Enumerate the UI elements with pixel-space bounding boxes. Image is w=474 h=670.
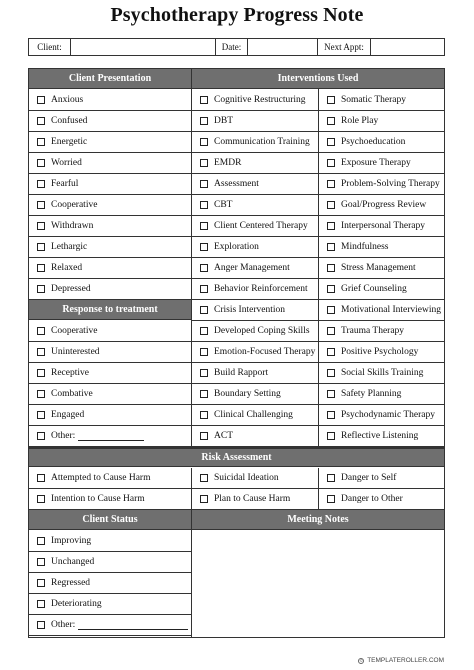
response-other-item — [29, 426, 191, 447]
checkbox[interactable] — [200, 201, 208, 209]
client-status-item — [29, 594, 191, 615]
checkbox-label: EMDR — [214, 158, 242, 168]
risk-item — [29, 489, 191, 510]
client-presentation-item — [29, 90, 191, 111]
checkbox[interactable] — [327, 201, 335, 209]
checkbox-label: Other: — [51, 431, 76, 441]
checkbox[interactable] — [200, 306, 208, 314]
footer-site: TEMPLATEROLLER.COM — [367, 657, 444, 664]
meeting-notes-header: Meeting Notes — [192, 510, 444, 530]
client-field[interactable] — [71, 39, 216, 55]
checkbox[interactable] — [327, 474, 335, 482]
client-presentation-item — [29, 174, 191, 195]
response-item — [29, 384, 191, 405]
checkbox[interactable] — [200, 327, 208, 335]
other-blank-line[interactable] — [78, 432, 144, 441]
intervention-item — [192, 90, 318, 111]
intervention-item — [192, 363, 318, 384]
checkbox-label: Goal/Progress Review — [341, 200, 427, 210]
intervention-item — [319, 321, 444, 342]
checkbox-label: Boundary Setting — [214, 389, 281, 399]
checkbox[interactable] — [200, 411, 208, 419]
checkbox[interactable] — [327, 96, 335, 104]
checkbox[interactable] — [200, 96, 208, 104]
checkbox[interactable] — [200, 117, 208, 125]
checkbox[interactable] — [327, 495, 335, 503]
checkbox-label: Build Rapport — [214, 368, 269, 378]
checkbox-label: Role Play — [341, 116, 379, 126]
next-appt-label: Next Appt: — [318, 39, 371, 55]
client-presentation-item — [29, 195, 191, 216]
checkbox[interactable] — [200, 180, 208, 188]
intervention-item — [192, 405, 318, 426]
checkbox[interactable] — [200, 222, 208, 230]
checkbox[interactable] — [37, 432, 45, 440]
checkbox-label: Cooperative — [51, 326, 98, 336]
intervention-item — [192, 342, 318, 363]
intervention-item — [192, 132, 318, 153]
checkbox-label: ACT — [214, 431, 233, 441]
checkbox[interactable] — [327, 159, 335, 167]
checkbox-label: Withdrawn — [51, 221, 94, 231]
client-status-item — [29, 531, 191, 552]
checkbox[interactable] — [200, 474, 208, 482]
checkbox-label: Grief Counseling — [341, 284, 407, 294]
checkbox-label: Plan to Cause Harm — [214, 494, 291, 504]
checkbox-label: Mindfulness — [341, 242, 389, 252]
client-label: Client: — [29, 39, 71, 55]
checkbox-label: Client Centered Therapy — [214, 221, 308, 231]
client-status-other-item — [29, 615, 191, 636]
footer — [358, 657, 444, 664]
client-info-bar — [28, 38, 445, 56]
risk-item — [192, 489, 318, 510]
intervention-item — [319, 426, 444, 447]
response-item — [29, 342, 191, 363]
intervention-item — [319, 405, 444, 426]
checkbox-label: Cognitive Restructuring — [214, 95, 306, 105]
checkbox[interactable] — [37, 348, 45, 356]
checkbox[interactable] — [200, 138, 208, 146]
checkbox[interactable] — [37, 96, 45, 104]
checkbox-label: Energetic — [51, 137, 88, 147]
checkbox[interactable] — [37, 264, 45, 272]
intervention-item — [192, 216, 318, 237]
checkbox-label: Confused — [51, 116, 88, 126]
checkbox-label: Psychodynamic Therapy — [341, 410, 436, 420]
intervention-item — [319, 216, 444, 237]
checkbox[interactable] — [327, 432, 335, 440]
intervention-item — [192, 195, 318, 216]
client-presentation-item — [29, 132, 191, 153]
checkbox-label: Positive Psychology — [341, 347, 419, 357]
client-status-header: Client Status — [29, 510, 191, 530]
intervention-item — [319, 132, 444, 153]
checkbox-label: Motivational Interviewing — [341, 305, 441, 315]
intervention-item — [192, 426, 318, 447]
checkbox-label: Problem-Solving Therapy — [341, 179, 440, 189]
checkbox[interactable] — [200, 369, 208, 377]
checkbox[interactable] — [37, 138, 45, 146]
checkbox-label: Developed Coping Skills — [214, 326, 310, 336]
intervention-item — [192, 384, 318, 405]
checkbox-label: Intention to Cause Harm — [51, 494, 145, 504]
checkbox[interactable] — [200, 348, 208, 356]
other-blank-line[interactable] — [78, 621, 188, 630]
response-item — [29, 363, 191, 384]
checkbox[interactable] — [37, 201, 45, 209]
checkbox[interactable] — [37, 159, 45, 167]
checkbox[interactable] — [200, 159, 208, 167]
intervention-item — [192, 237, 318, 258]
intervention-item — [319, 279, 444, 300]
checkbox-label: Communication Training — [214, 137, 310, 147]
checkbox-label: Reflective Listening — [341, 431, 419, 441]
intervention-item — [319, 384, 444, 405]
checkbox-label: Suicidal Ideation — [214, 473, 279, 483]
checkbox[interactable] — [37, 579, 45, 587]
checkbox-label: DBT — [214, 116, 233, 126]
risk-item — [319, 489, 444, 510]
checkbox-label: Combative — [51, 389, 93, 399]
checkbox[interactable] — [37, 222, 45, 230]
checkbox-label: Anxious — [51, 95, 84, 105]
intervention-item — [319, 363, 444, 384]
checkbox[interactable] — [200, 432, 208, 440]
checkbox[interactable] — [37, 600, 45, 608]
intervention-item — [319, 90, 444, 111]
checkbox[interactable] — [37, 243, 45, 251]
response-item — [29, 321, 191, 342]
checkbox-label: Interpersonal Therapy — [341, 221, 425, 231]
checkbox-label: Stress Management — [341, 263, 416, 273]
checkbox-label: Trauma Therapy — [341, 326, 405, 336]
checkbox-label: Lethargic — [51, 242, 88, 252]
intervention-item — [192, 153, 318, 174]
checkbox-label: Assessment — [214, 179, 259, 189]
response-item — [29, 405, 191, 426]
client-presentation-item — [29, 216, 191, 237]
checkbox[interactable] — [327, 348, 335, 356]
checkbox-label: Engaged — [51, 410, 85, 420]
intervention-item — [192, 300, 318, 321]
checkbox[interactable] — [37, 327, 45, 335]
checkbox-label: Relaxed — [51, 263, 83, 273]
intervention-item — [319, 111, 444, 132]
meeting-notes-area[interactable] — [192, 531, 444, 637]
checkbox[interactable] — [37, 390, 45, 398]
checkbox[interactable] — [37, 369, 45, 377]
checkbox-label: Social Skills Training — [341, 368, 424, 378]
client-presentation-item — [29, 153, 191, 174]
checkbox[interactable] — [37, 621, 45, 629]
checkbox[interactable] — [327, 243, 335, 251]
checkbox-label: Worried — [51, 158, 82, 168]
checkbox[interactable] — [37, 117, 45, 125]
checkbox[interactable] — [37, 558, 45, 566]
checkbox[interactable] — [327, 390, 335, 398]
checkbox[interactable] — [200, 243, 208, 251]
checkbox-label: Regressed — [51, 578, 91, 588]
checkbox-label: Emotion-Focused Therapy — [214, 347, 316, 357]
copyright-icon: © — [359, 658, 363, 663]
checkbox-label: Depressed — [51, 284, 91, 294]
checkbox-label: Other: — [51, 620, 76, 630]
checkbox[interactable] — [327, 222, 335, 230]
intervention-item — [319, 195, 444, 216]
risk-item — [319, 468, 444, 489]
checkbox[interactable] — [37, 495, 45, 503]
checkbox-label: Unchanged — [51, 557, 95, 567]
intervention-item — [192, 279, 318, 300]
checkbox-label: Deteriorating — [51, 599, 102, 609]
checkbox[interactable] — [37, 285, 45, 293]
intervention-item — [319, 237, 444, 258]
checkbox[interactable] — [200, 264, 208, 272]
checkbox-label: Fearful — [51, 179, 79, 189]
checkbox-label: Anger Management — [214, 263, 290, 273]
response-header: Response to treatment — [29, 300, 191, 320]
risk-item — [192, 468, 318, 489]
checkbox-label: Cooperative — [51, 200, 98, 210]
client-presentation-item — [29, 258, 191, 279]
risk-item — [29, 468, 191, 489]
checkbox-label: Danger to Other — [341, 494, 403, 504]
client-status-item — [29, 552, 191, 573]
date-label: Date: — [216, 39, 248, 55]
checkbox[interactable] — [37, 537, 45, 545]
checkbox[interactable] — [327, 285, 335, 293]
checkbox-label: Improving — [51, 536, 92, 546]
intervention-item — [319, 174, 444, 195]
checkbox[interactable] — [327, 327, 335, 335]
intervention-item — [192, 258, 318, 279]
checkbox[interactable] — [37, 474, 45, 482]
client-presentation-header: Client Presentation — [29, 69, 191, 89]
checkbox[interactable] — [327, 138, 335, 146]
client-status-item — [29, 573, 191, 594]
checkbox-label: Receptive — [51, 368, 89, 378]
next-appt-field[interactable] — [371, 39, 444, 55]
checkbox[interactable] — [327, 369, 335, 377]
checkbox-label: Exposure Therapy — [341, 158, 411, 168]
checkbox[interactable] — [200, 285, 208, 293]
checkbox-label: Danger to Self — [341, 473, 397, 483]
checkbox-label: Crisis Intervention — [214, 305, 285, 315]
intervention-item — [319, 300, 444, 321]
checkbox-label: Uninterested — [51, 347, 100, 357]
page-title: Psychotherapy Progress Note — [110, 4, 364, 26]
checkbox[interactable] — [327, 306, 335, 314]
intervention-item — [319, 153, 444, 174]
checkbox[interactable] — [37, 411, 45, 419]
checkbox[interactable] — [327, 180, 335, 188]
client-presentation-item — [29, 279, 191, 300]
checkbox[interactable] — [327, 117, 335, 125]
checkbox-label: Somatic Therapy — [341, 95, 406, 105]
intervention-item — [319, 258, 444, 279]
intervention-item — [192, 321, 318, 342]
checkbox-label: Safety Planning — [341, 389, 402, 399]
risk-assessment-header: Risk Assessment — [29, 449, 444, 467]
checkbox-label: CBT — [214, 200, 233, 210]
date-field[interactable] — [248, 39, 318, 55]
checkbox-label: Clinical Challenging — [214, 410, 293, 420]
checkbox-label: Psychoeducation — [341, 137, 406, 147]
checkbox[interactable] — [327, 264, 335, 272]
checkbox-label: Behavior Reinforcement — [214, 284, 308, 294]
intervention-item — [192, 174, 318, 195]
intervention-item — [319, 342, 444, 363]
checkbox[interactable] — [327, 411, 335, 419]
checkbox[interactable] — [37, 180, 45, 188]
intervention-item — [192, 111, 318, 132]
interventions-header: Interventions Used — [192, 69, 444, 89]
checkbox[interactable] — [200, 390, 208, 398]
client-presentation-item — [29, 111, 191, 132]
checkbox-label: Attempted to Cause Harm — [51, 473, 151, 483]
client-presentation-item — [29, 237, 191, 258]
checkbox[interactable] — [200, 495, 208, 503]
checkbox-label: Exploration — [214, 242, 259, 252]
